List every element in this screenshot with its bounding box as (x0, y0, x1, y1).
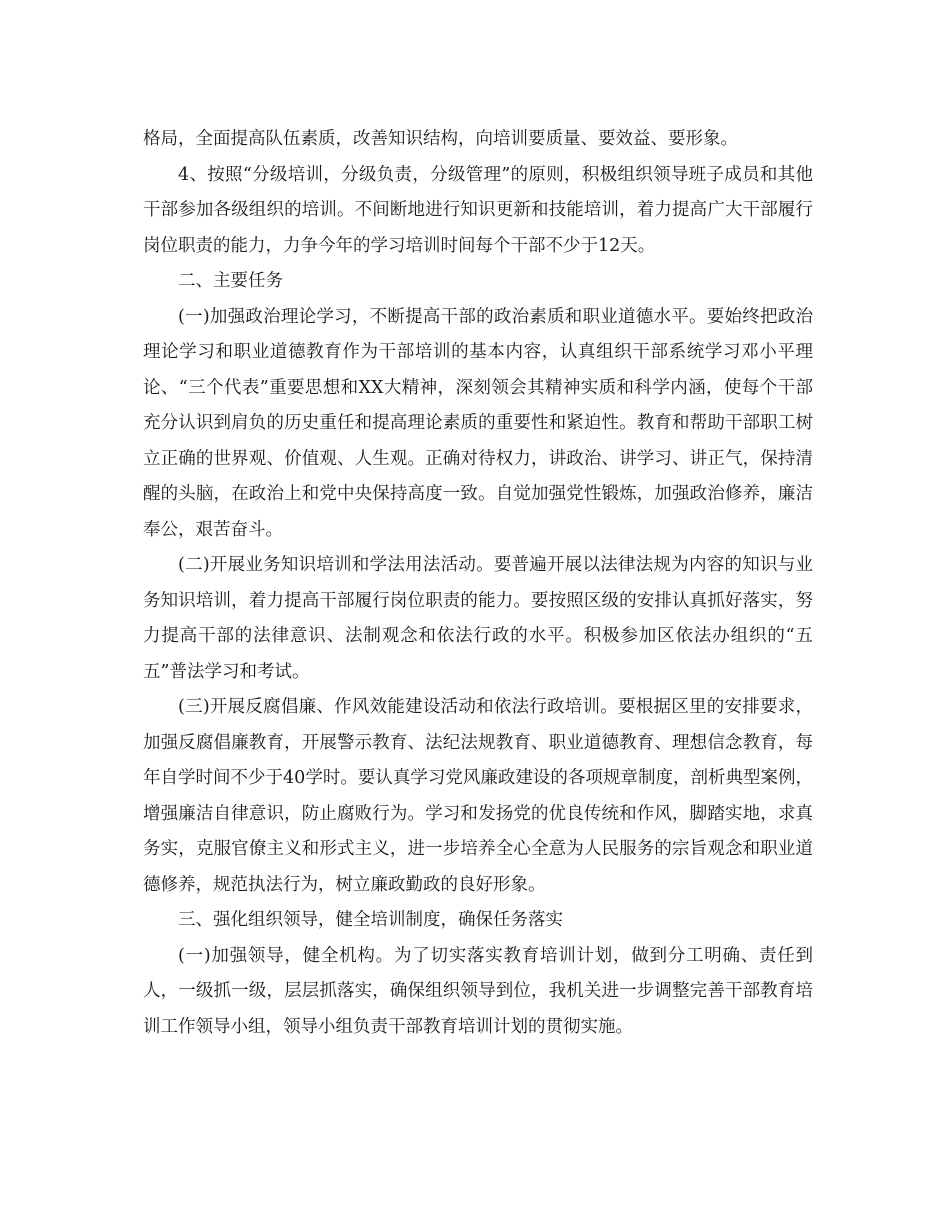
document-body (143, 122, 813, 1045)
paragraph-task-1: (一)加强政治理论学习，不断提高干部的政治素质和职业道德水平。要始终把政治理论学习和职业道德教育作为干部培训的基本内容，认真组织干部系统学习邓小平理论、“三个代表”重要思想和XX大精神，深刻领会其精神实质和科学内涵，使每个干部充分认识到肩负的历史重任和提高理论素质的重要性和紧迫性。教育和帮助干部职工树立正确的世界观、价值观、人生观。正确对待权力，讲政治、讲学习、讲正气，保持清醒的头脑，在政治上和党中央保持高度一致。自觉加强党性锻炼，加强政治修养，廉洁奉公，艰苦奋斗。 (143, 306, 813, 540)
paragraph-item-4: 4、按照“分级培训，分级负责，分级管理”的原则，积极组织领导班子成员和其他干部参加各级组织的培训。不间断地进行知识更新和技能培训，着力提高广大干部履行岗位职责的能力，力争今年的学习培训时间每个干部不少于12天。 (143, 164, 813, 256)
paragraph-task-3: (三)开展反腐倡廉、作风效能建设活动和依法行政培训。要根据区里的安排要求，加强反腐倡廉教育，开展警示教育、法纪法规教育、职业道德教育、理想信念教育，每年自学时间不少于40学时。要认真学习党风廉政建设的各项规章制度，剖析典型案例，增强廉洁自律意识，防止腐败行为。学习和发扬党的优良传统和作风，脚踏实地，求真务实，克服官僚主义和形式主义，进一步培养全心全意为人民服务的宗旨观念和职业道德修养，规范执法行为，树立廉政勤政的良好形象。 (143, 697, 813, 895)
section-heading-organization: 三、强化组织领导，健全培训制度，确保任务落实 (178, 910, 563, 930)
section-heading-main-tasks: 二、主要任务 (178, 271, 283, 291)
paragraph-leadership: (一)加强领导，健全机构。为了切实落实教育培训计划，做到分工明确、责任到人，一级抓一级，层层抓落实，确保组织领导到位，我机关进一步调整完善干部教育培训工作领导小组，领导小组负责干部教育培训计划的贯彻实施。 (143, 945, 813, 1037)
paragraph-continuation: 格局，全面提高队伍素质，改善知识结构，向培训要质量、要效益、要形象。 (143, 129, 738, 149)
paragraph-task-2: (二)开展业务知识培训和学法用法活动。要普遍开展以法律法规为内容的知识与业务知识培训，着力提高干部履行岗位职责的能力。要按照区级的安排认真抓好落实，努力提高干部的法律意识、法制观念和依法行政的水平。积极参加区依法办组织的“五五”普法学习和考试。 (143, 555, 813, 682)
